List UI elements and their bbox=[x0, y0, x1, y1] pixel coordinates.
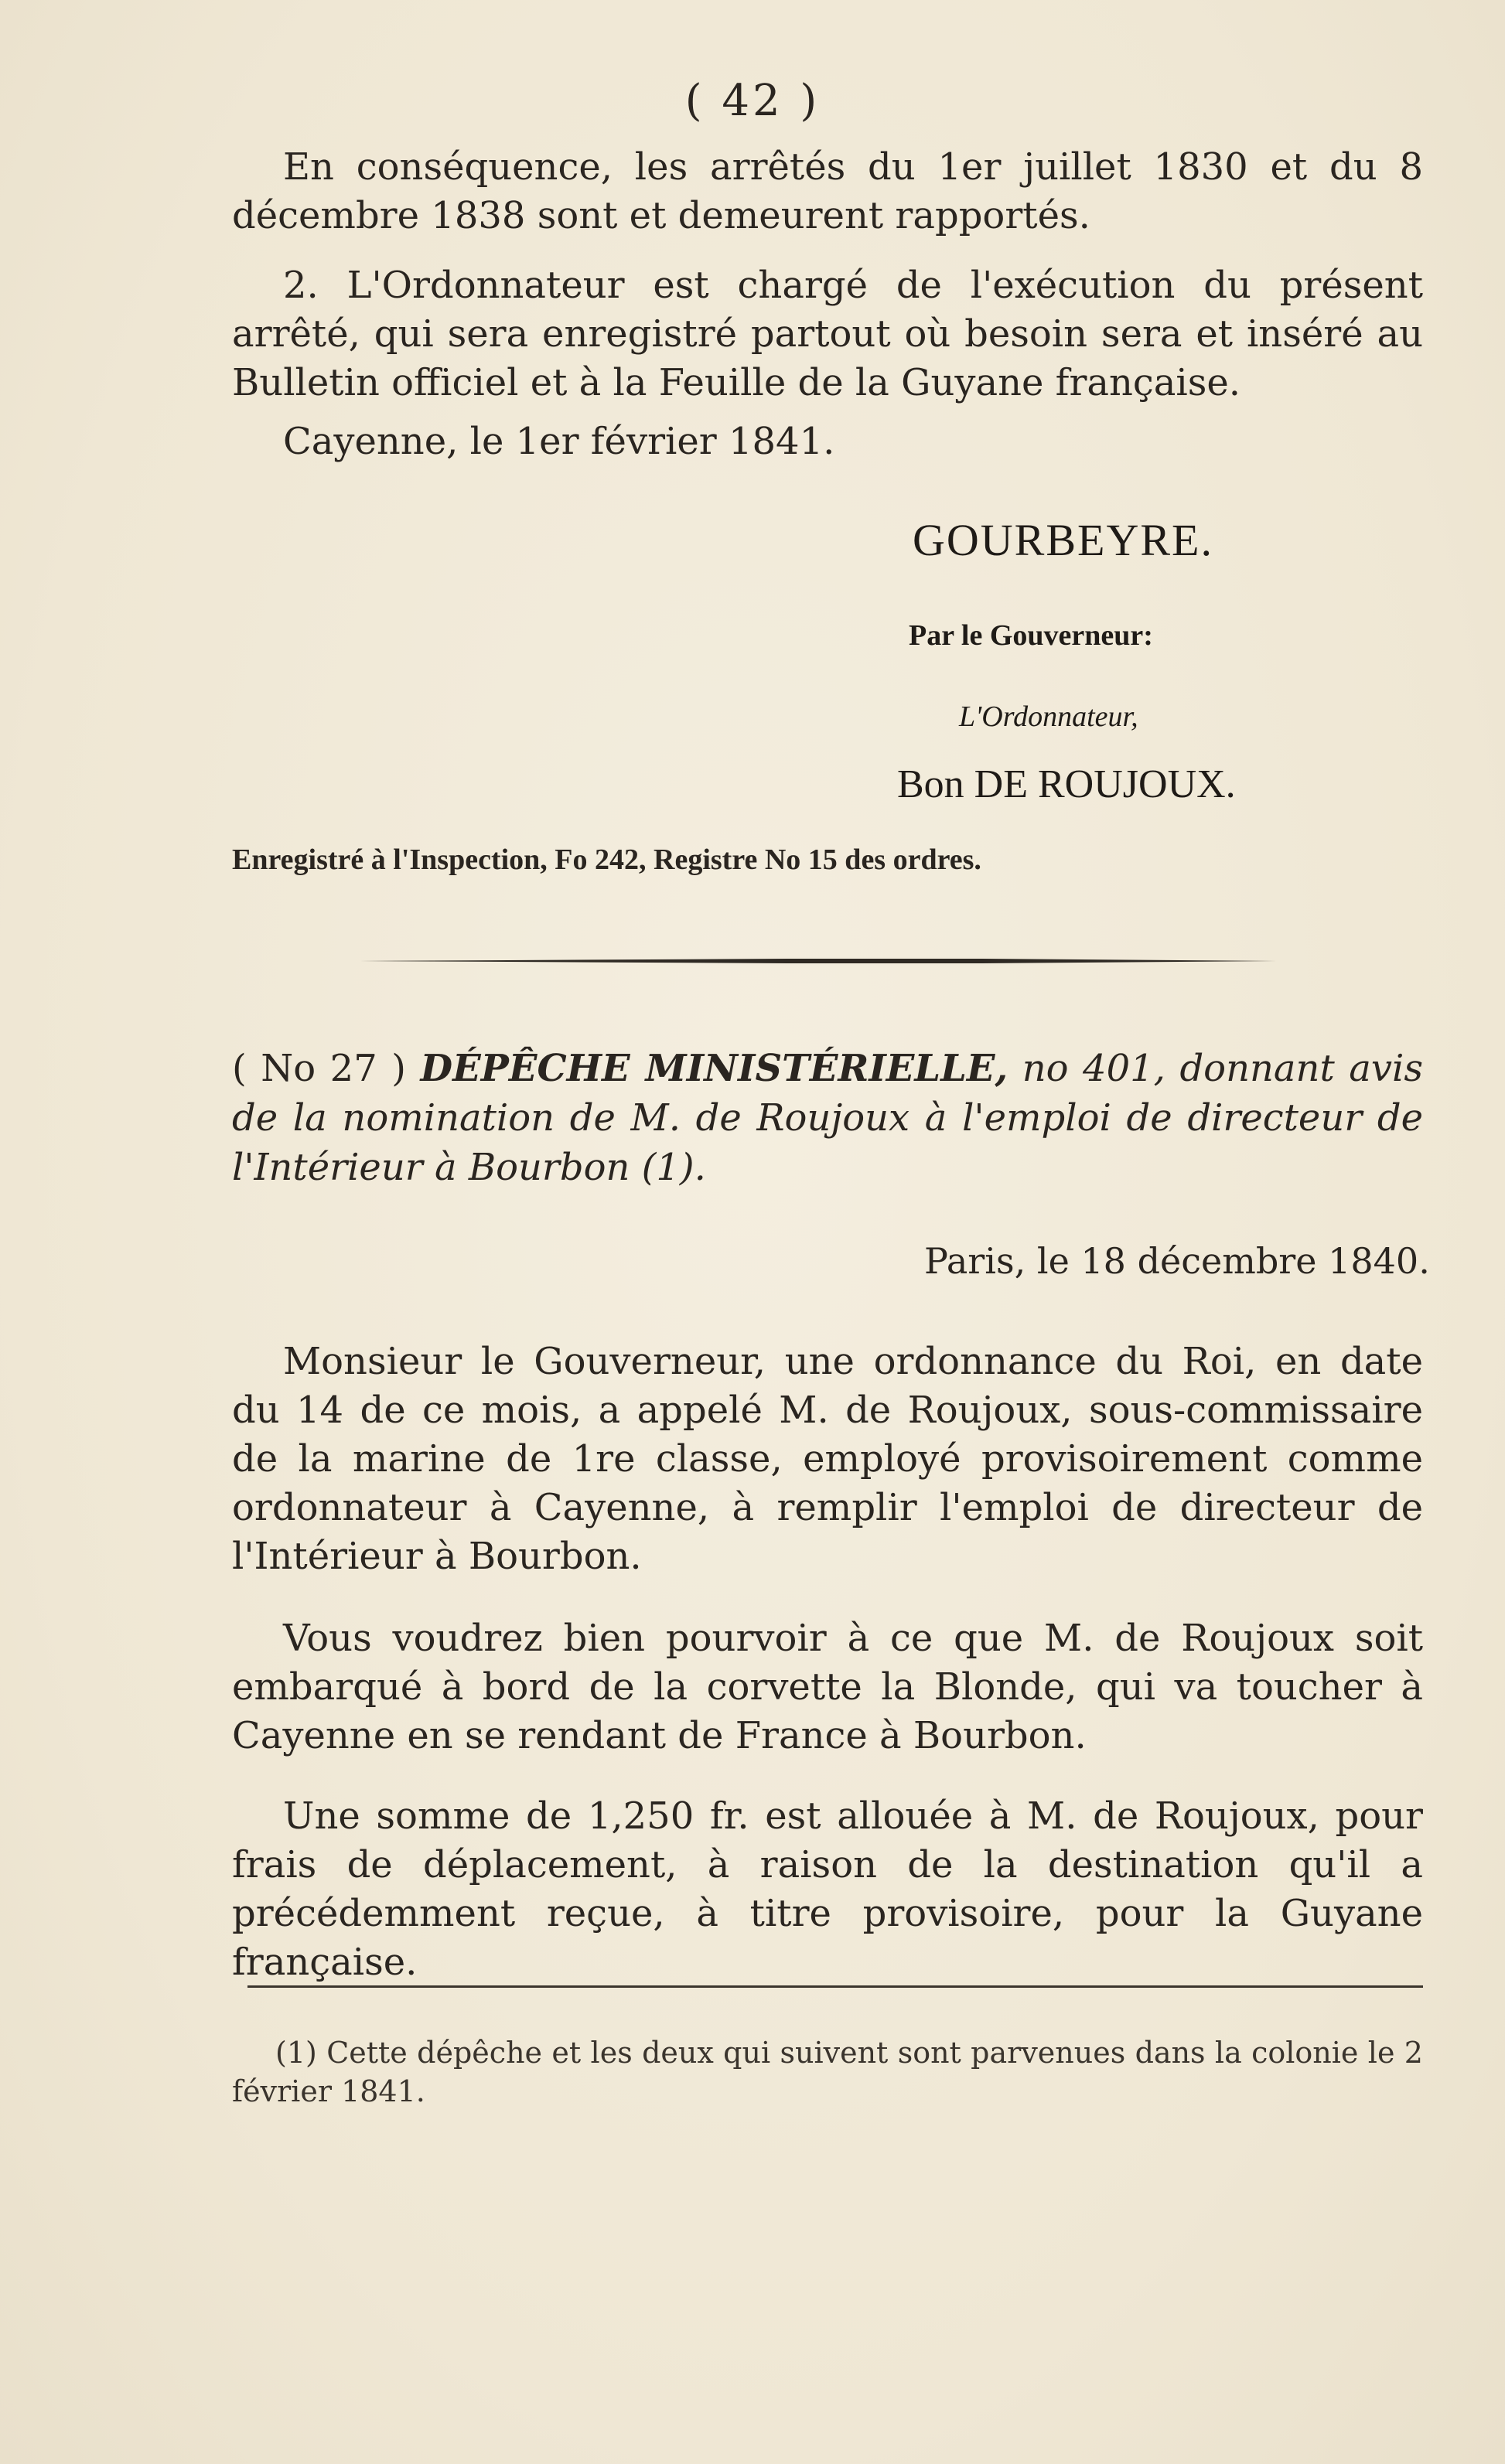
dispatch-paragraph-3: Une somme de 1,250 fr. est allouée à M. de Roujoux, pour frais de déplacement, à raison de la destination qu'il a précédemment reçue, à titre provisoire, pour la Guyane française. bbox=[232, 1794, 1423, 1984]
dispatch-paragraph-1: Monsieur le Gouverneur, une ordonnance du Roi, en date du 14 de ce mois, a appelé M. de Roujoux, sous-commissaire de la marine de 1re classe, employé provisoirement comme ordonnateur à Cayenne, à remplir l'emploi de directeur de l'Intérieur à Bourbon. bbox=[232, 1340, 1423, 1578]
registration-note: Enregistré à l'Inspection, Fo 242, Registre No 15 des ordres. bbox=[232, 843, 981, 876]
footnote: (1) Cette dépêche et les deux qui suivent sont parvenues dans la colonie le 2 février 1841. bbox=[232, 2036, 1423, 2108]
dispatch-title: DÉPÊCHE MINISTÉRIELLE, bbox=[420, 1047, 1008, 1090]
page-number: ( 42 ) bbox=[684, 76, 821, 126]
closing-dateline bbox=[232, 417, 1423, 466]
dispatch-heading bbox=[232, 1044, 1423, 1192]
dispatch-number: ( No 27 ) bbox=[232, 1047, 407, 1090]
dispatch-body-3 bbox=[232, 1792, 1423, 1987]
dispatch-body-1 bbox=[232, 1338, 1423, 1581]
cayenne-dateline: Cayenne, le 1er février 1841. bbox=[283, 420, 835, 463]
dispatch-ref: no 401, bbox=[1022, 1047, 1165, 1090]
dispatch-dateline: Paris, le 18 décembre 1840. bbox=[924, 1240, 1430, 1282]
dispatch-paragraph-2: Vous voudrez bien pourvoir à ce que M. de Roujoux soit embarqué à bord de la corvette la Blonde, qui va toucher à Cayenne en se rendant de France à Bourbon. bbox=[232, 1617, 1423, 1757]
signature-gourbeyre: GOURBEYRE. bbox=[913, 515, 1213, 565]
paragraph-consequence: En conséquence, les arrêtés du 1er juillet 1830 et du 8 décembre 1838 sont et demeurent rapportés. bbox=[232, 145, 1423, 237]
paragraph-article-2: 2. L'Ordonnateur est chargé de l'exécution du présent arrêté, qui sera enregistré partout où besoin sera et inséré au Bulletin officiel et à la Feuille de la Guyane française. bbox=[232, 264, 1423, 404]
signature-baron-de-roujoux: Bon DE ROUJOUX. bbox=[897, 762, 1236, 806]
closing-paragraph-2 bbox=[232, 261, 1423, 407]
footnote-rule bbox=[247, 1985, 1423, 1988]
signature-ordonnateur: L'Ordonnateur, bbox=[959, 700, 1138, 733]
dispatch-subject: donnant avis de la nomination de M. de Roujoux à l'emploi de directeur de l'Intérieur à Bourbon (1). bbox=[232, 1047, 1423, 1189]
signature-by-governor: Par le Gouverneur: bbox=[909, 619, 1153, 652]
section-divider-rule bbox=[360, 958, 1276, 964]
dispatch-body-2 bbox=[232, 1614, 1423, 1760]
closing-paragraph-1 bbox=[232, 143, 1423, 240]
